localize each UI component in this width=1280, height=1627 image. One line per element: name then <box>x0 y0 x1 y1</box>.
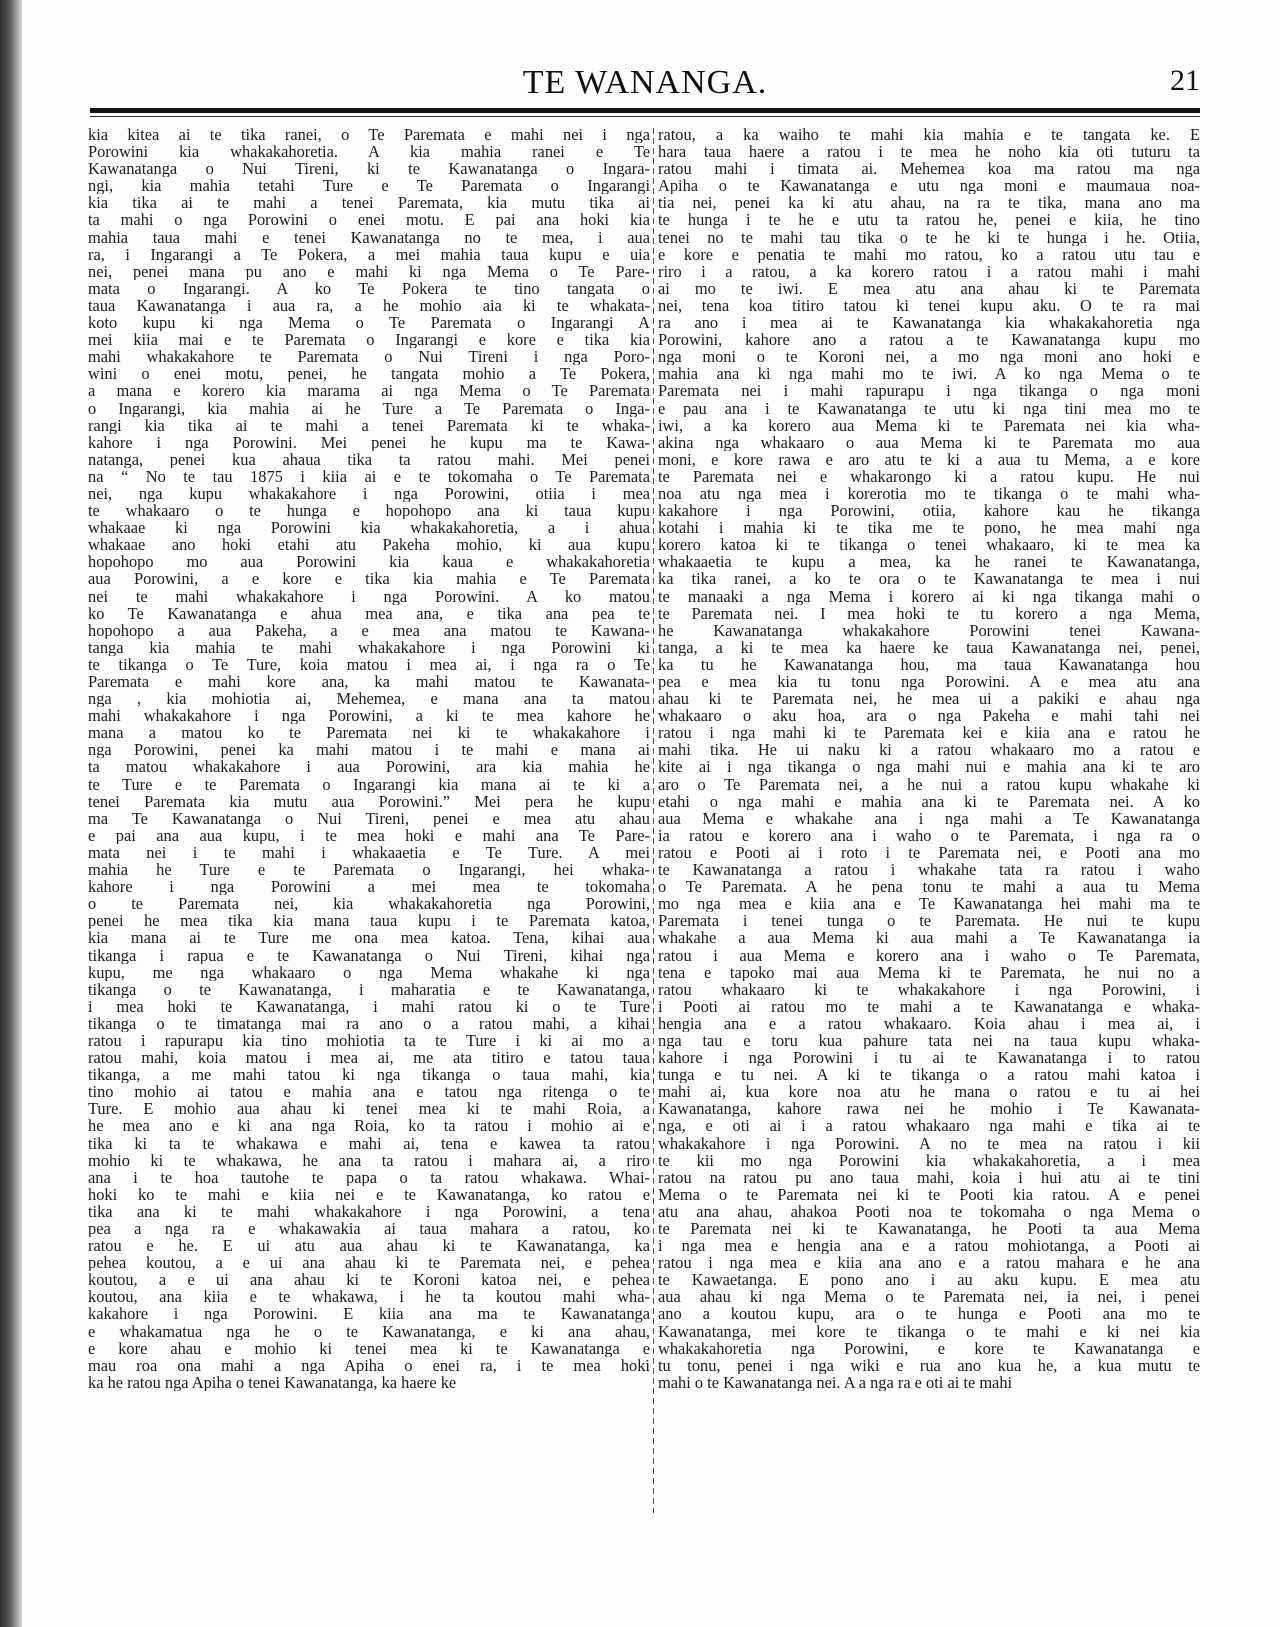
text-line: tikanga, a me mahi tatou ki nga tikanga o taua mahi, kia <box>88 1066 650 1084</box>
text-line: koto kupu ki nga Mema o Te Paremata o Ingarangi A <box>88 314 650 332</box>
text-line: kia mana ai te Ture me ona mea katoa. Tena, kihai aua <box>88 929 650 947</box>
text-line: kakahore i nga Porowini. E kiia ana ma te Kawanatanga <box>88 1305 650 1323</box>
text-line: tunga e tu nei. A ki te tikanga o a ratou mahi katoa i <box>658 1066 1200 1084</box>
text-line: taua Kawanatanga i aua ra, a he mohio aia ki te whakata- <box>88 296 650 315</box>
text-line: kupu, me nga whakaaro o nga Mema whakahe ki nga <box>88 963 650 981</box>
text-line: pehea koutou, a e ui ana ahau ki te Paremata nei, e pehea <box>88 1254 650 1272</box>
text-line: tino mohio ai tatou e mahia ana e tatou nga ritenga o te <box>88 1083 650 1101</box>
text-line: ratou i aua Mema e korero ana i waho o Te Paremata, <box>658 946 1200 964</box>
text-line: mahi tika. He ui naku ki a ratou whakaaro mo a ratou e <box>658 741 1200 759</box>
text-line: mahia he Ture e te Paremata o Ingarangi, hei whaka- <box>88 861 650 879</box>
text-line: mahi whakakahore te Paremata o Nui Tireni i nga Poro- <box>88 348 650 366</box>
text-line: Mema o te Paremata nei ki te Pooti kia ratou. A e penei <box>658 1185 1200 1203</box>
text-line: mei kiia mai e te Paremata o Ingarangi e kore e tika kia <box>88 331 650 349</box>
text-line: kia tika ai te mahi a tenei Paremata, kia mutu tika ai <box>88 194 650 212</box>
text-line: ra, i Ingarangi a Te Pokera, a mei mahia taua kupu e uia <box>88 245 650 263</box>
text-line: rangi kia tika ai te mahi a tenei Paremata ki te whaka- <box>88 416 650 434</box>
text-line: tanga kia mahia te mahi whakakahore i nga Porowini ki <box>88 638 650 656</box>
text-line: nga Porowini, penei ka mahi matou i te mahi e mana ai <box>88 741 650 759</box>
text-line: whakahe a aua Mema ki aua mahi a Te Kawanatanga ia <box>658 929 1200 947</box>
text-line: mahi whakakahore i nga Porowini, a ki te mea kahore he <box>88 707 650 725</box>
text-line: ka he ratou nga Apiha o tenei Kawanatanga, ka haere ke <box>88 1373 457 1391</box>
text-line: ko Te Kawanatanga e ahua mea ana, e tika ana pea te <box>88 604 650 622</box>
text-line: ratou na ratou pu ano taua mahi, koia i hui atu ai te tini <box>658 1168 1200 1186</box>
text-line: mo nga mea e kiia ana e Te Kawanatanga hei mahi ma te <box>658 895 1200 913</box>
text-line: te Kawaetanga. E pono ano i au aku kupu. E mea atu <box>658 1271 1200 1289</box>
text-line: koutou, a e ui ana ahau ki te Koroni katoa nei, e pehea <box>88 1271 650 1289</box>
text-line: ratou mahi i timata ai. Mehemea koa ma ratou ma nga <box>658 160 1200 178</box>
masthead-title: TE WANANGA. <box>522 64 768 101</box>
text-line: hoki ko te mahi e kiia nei e te Kawanatanga, ko ratou e <box>88 1185 650 1203</box>
text-line: tia nei, penei ka ki atu ahau, na ra te tika, mana ano ma <box>658 194 1200 212</box>
text-line: korero katoa ki te tikanga o tenei whakaaro, ki te mea ka <box>658 536 1200 554</box>
text-line: tenei no te mahi tau tika o te he ki te hunga i he. Otiia, <box>658 228 1200 246</box>
text-line: penei he mea tika kia mana taua kupu i te Paremata katoa, <box>88 912 650 930</box>
text-line: i nga mea e hengia ana e a ratou mohiotanga, a Pooti ai <box>658 1237 1200 1255</box>
text-line: whakaaetia te kupu a mea, ka he ranei te Kawanatanga, <box>658 553 1200 571</box>
text-line: ratou e he. E ui atu aua ahau ki te Kawanatanga, ka <box>88 1237 650 1255</box>
text-line: Paremata i tenei tunga o te Paremata. He nui te kupu <box>658 912 1200 930</box>
text-line: whakaae ki nga Porowini kia whakakahoretia, a i ahua <box>88 519 650 537</box>
text-line: nei te mahi whakakahore i nga Porowini. A ko matou <box>88 587 650 605</box>
text-line: te manaaki a nga Mema i korero ai ki nga tikanga mahi o <box>658 587 1200 605</box>
text-line: nga , kia mohiotia ai, Mehemea, e mana ana ta matou <box>88 690 650 708</box>
text-line: te Kawanatanga a ratou i whakahe tata ra ratou i waho <box>658 861 1200 879</box>
text-line: e kore e penatia te mahi mo ratou, ko a ratou utu tau e <box>658 245 1200 263</box>
text-line: tenei Paremata kia mutu aua Porowini.” Mei pera he kupu <box>88 792 650 810</box>
text-line: te tikanga o Te Ture, koia matou i mea ai, i nga ra o Te <box>88 655 650 673</box>
text-line: nga, e oti ai i a ratou whakaaro nga mahi e tika ai te <box>658 1117 1200 1135</box>
text-line: whakaae ano hoki etahi atu Pakeha mohio, ki aua kupu <box>88 536 650 554</box>
text-line: ana i te hoa tautohe te papa o ta ratou whakawa. Whai- <box>88 1168 650 1186</box>
text-line: o Te Paremata. A he pena tonu te mahi a aua tu Mema <box>658 878 1200 896</box>
text-line: nei, nga kupu whakakahore i nga Porowini, otiia i mea <box>88 484 650 503</box>
text-line: e pau ana i te Kawanatanga te utu ki nga tini mea mo te <box>658 399 1200 417</box>
text-line: Kawanatanga, mei kore te tikanga o te mahi e ki nei kia <box>658 1322 1200 1340</box>
header-rule-thin <box>90 116 1200 117</box>
text-line: e pai ana aua kupu, i te mea hoki e mahi ana Te Pare- <box>88 826 650 844</box>
text-line: mahi ai, kua kore noa atu he mana o ratou e tu ai hei <box>658 1083 1200 1101</box>
text-line: moni, e kore rawa e aro atu te ki a aua tu Mema, a e kore <box>658 450 1200 468</box>
text-line: akina nga whakaaro o aua Mema ki te Paremata mo aua <box>658 433 1200 451</box>
text-line: te Paremata nei. I mea hoki te tu korero a nga Mema, <box>658 604 1200 622</box>
text-line: Paremata e mahi kore ana, ka mahi matou te Kawanata- <box>88 673 650 691</box>
text-line: mata o Ingarangi. A ko Te Pokera te tino tangata o <box>88 279 650 297</box>
text-line: tu tonu, penei i nga wiki e rua ano kua he, a kua mutu te <box>658 1356 1200 1374</box>
text-line: iwi, a ka korero aua Mema ki te Paremata nei kia wha- <box>658 416 1200 434</box>
text-line: tanga, a ki te mea ka haere ke taua Kawanatanga nei, penei, <box>658 638 1200 656</box>
text-line: hara taua haere a ratou i te mea he noho kia oti tuturu ta <box>658 143 1200 161</box>
text-line: te Ture e te Paremata o Ingarangi kia mana ai te ki a <box>88 775 650 793</box>
text-line: etahi o nga mahi e mahia ana ki te Paremata nei. A ko <box>658 792 1200 810</box>
text-line: ta mahi o nga Porowini o enei motu. E pai ana hoki kia <box>88 211 650 229</box>
text-line: ratou i nga mea e kiia ana ano e a ratou mahara e he ana <box>658 1254 1200 1272</box>
text-line: atu ana ahau, ahakoa Pooti noa te tokomaha o nga Mema o <box>658 1202 1200 1220</box>
text-line: i mea hoki te Kawanatanga, i mahi ratou ki o te Ture <box>88 997 650 1015</box>
text-line: he Kawanatanga whakakahore Porowini tenei Kawana- <box>658 621 1200 639</box>
text-line: Paremata nei i mahi rapurapu i nga tikanga o nga moni <box>658 382 1200 400</box>
text-line: ratou e Pooti ai i roto i te Paremata nei, e Pooti ana mo <box>658 843 1200 862</box>
text-line: ka tika ranei, a ko te ora o te Kawanatanga te mea i nui <box>658 570 1200 588</box>
text-line: whakaaro o aku hoa, ara o nga Pakeha e mahi tahi nei <box>658 707 1200 725</box>
text-line: Kawanatanga o Nui Tireni, ki te Kawanatanga o Ingara- <box>88 160 650 178</box>
text-line: riro i a ratou, a ka korero ratou i a ratou mahi i mahi <box>658 262 1200 280</box>
header-rule-thick <box>90 108 1200 113</box>
text-line: nga moni o te Koroni nei, a mo nga moni ano hoki e <box>658 348 1200 366</box>
text-line: tika ana ki te mahi whakakahore i nga Porowini, a tena <box>88 1202 650 1220</box>
text-line: tikanga o te timatanga mai ra ano o a ratou mahi, a kihai <box>88 1014 650 1032</box>
text-line: i Pooti ai ratou mo te mahi a te Kawanatanga e whaka- <box>658 997 1200 1015</box>
text-line: Porowini, kahore ano a ratou a te Kawanatanga kupu mo <box>658 331 1200 349</box>
text-line: mahia ana ki nga mahi mo te iwi. A ko nga Mema o te <box>658 365 1200 383</box>
text-line: tikanga i rapua e te Kawanatanga o Nui Tireni, kihai nga <box>88 946 650 964</box>
left-text-column <box>88 126 650 1391</box>
text-line: kia kitea ai te tika ranei, o Te Paremata e mahi nei i nga <box>88 126 650 144</box>
text-line: mahi o te Kawanatanga nei. A a nga ra e oti ai te mahi <box>658 1373 1013 1391</box>
text-line: o Ingarangi, kia mahia ai he Ture a Te Paremata o Inga- <box>88 399 650 417</box>
text-line: o te Paremata nei, kia whakakahoretia nga Porowini, <box>88 895 650 913</box>
text-line: ratou i rapurapu kia tino mohiotia ta te Ture i ki ai mo a <box>88 1031 650 1050</box>
text-line: ka tu he Kawanatanga hou, ma taua Kawanatanga hou <box>658 655 1200 673</box>
text-line: whakakahoretia nga Porowini, e kore te Kawanatanga e <box>658 1339 1200 1357</box>
right-text-column <box>658 126 1200 1391</box>
text-line: ia ratou e korero ana i waho o te Paremata, i nga ra o <box>658 826 1200 844</box>
text-line: pea a nga ra e whakawakia ai taua mahara a ratou, ko <box>88 1220 650 1238</box>
text-line: kite ai i nga tikanga o nga mahi nui e mahia ana ki te aro <box>658 758 1200 776</box>
text-line: hengia ana e a ratou whakaaro. Koia ahau i mea ai, i <box>658 1014 1200 1032</box>
text-line: mana a matou ko te Paremata nei ki te whakakahore i <box>88 724 650 742</box>
text-line: kahore i nga Porowini a mei mea te tokomaha <box>88 878 650 896</box>
text-line: mohio ki te whakawa, he ana ta ratou i mahara ai, a riro <box>88 1151 650 1169</box>
text-line: na “ No te tau 1875 i kiia ai e te tokomaha o Te Paremata <box>88 467 650 485</box>
text-line: Kawanatanga, kahore rawa nei he mohio i Te Kawanata- <box>658 1100 1200 1118</box>
text-line: ratou mahi, koia matou i mea ai, me ata titiro e tatou taua <box>88 1049 650 1067</box>
text-line: ahau ki te Paremata nei, he mea ui a pakiki e ahau nga <box>658 690 1200 708</box>
text-line: aro o Te Paremata nei, a he nui a ratou kupu whakahe ki <box>658 775 1200 793</box>
text-line: natanga, penei kua ahaua tika ta ratou mahi. Mei penei <box>88 450 650 468</box>
text-line: te kii mo nga Porowini kia whakakahoretia, a i mea <box>658 1151 1200 1169</box>
text-line: ra ano i mea ai te Kawanatanga kia whakakahoretia nga <box>658 314 1200 332</box>
text-line: hopohopo mo aua Porowini kia kaua e whakakahoretia <box>88 553 650 571</box>
text-line: kahore i nga Porowini i tu ai te Kawanatanga i to ratou <box>658 1049 1200 1067</box>
text-line: mau roa ona mahi a nga Apiha o enei ra, i te mea hoki <box>88 1356 650 1374</box>
text-line: mata nei i te mahi i whakaaetia e Te Ture. A mei <box>88 843 650 862</box>
text-line: te whakaaro o te hunga e hopohopo ana ki taua kupu <box>88 502 650 520</box>
text-line: kahore i nga Porowini. Mei penei he kupu ma te Kawa- <box>88 433 650 451</box>
text-line: Ture. E mohio aua ahau ki tenei mea ki te mahi Roia, a <box>88 1100 650 1118</box>
text-line: he mea ano e ki ana nga Roia, ko ta ratou i mohio ai e <box>88 1117 650 1135</box>
text-line: ratou i nga mahi ki te Paremata kei e kiia ana e ratou he <box>658 724 1200 742</box>
text-line: aua Mema e whakahe ana i nga mahi a Te Kawanatanga <box>658 809 1200 827</box>
page-number: 21 <box>1170 64 1200 97</box>
text-line: nei, tena koa titiro tatou ki tenei kupu aku. O te ra mai <box>658 296 1200 315</box>
text-line: ano a koutou kupu, ara o te hunga e Pooti ana mo te <box>658 1305 1200 1323</box>
text-line: nei, penei mana pu ano e mahi ki nga Mema o Te Pare- <box>88 262 650 280</box>
text-line: ratou whakaaro ki te whakakahore i nga Porowini, i <box>658 980 1200 998</box>
text-line: kotahi i mahia ki te tika me te pono, he mea mahi nga <box>658 519 1200 537</box>
text-line: te Paremata nei ki te Kawanatanga, he Pooti ta aua Mema <box>658 1220 1200 1238</box>
text-line: tika ki ta te whakawa e mahi ai, tena e kawea ta ratou <box>88 1134 650 1152</box>
text-line: tena e tapoko mai aua Mema ki te Paremata, he nui no a <box>658 963 1200 981</box>
text-line: ma Te Kawanatanga o Nui Tireni, penei e mea atu ahau <box>88 809 650 827</box>
text-line: ngi, kia mahia tetahi Ture e Te Paremata o Ingarangi <box>88 177 650 195</box>
text-line: e kore ahau e mohio ki tenei mea ki te Kawanatanga e <box>88 1339 650 1357</box>
text-line: Apiha o te Kawanatanga e utu nga moni e maumaua noa- <box>658 177 1200 195</box>
text-line: tikanga o te Kawanatanga, i maharatia e te Kawanatanga, <box>88 980 650 998</box>
text-line: noa atu nga mea i korerotia mo te tikanga o te mahi wha- <box>658 484 1200 503</box>
column-divider <box>653 128 654 1513</box>
text-line: aua Porowini, a e kore e tika kia mahia e Te Paremata <box>88 570 650 588</box>
scan-binding-edge <box>0 0 22 1627</box>
text-line: mahia taua mahi e tenei Kawanatanga no te mea, i aua <box>88 228 650 246</box>
text-line: a mana e korero kia marama ai nga Mema o Te Paremata <box>88 382 650 400</box>
page-header <box>90 58 1200 108</box>
text-line: Porowini kia whakakahoretia. A kia mahia ranei e Te <box>88 143 650 161</box>
text-line: te Paremata nei e whakarongo ki a ratou kupu. He nui <box>658 467 1200 485</box>
text-line: nga tau e toru kua pahure tata nei na taua kupu whaka- <box>658 1031 1200 1050</box>
text-line: e whakamatua nga he o te Kawanatanga, e ki ana ahau, <box>88 1322 650 1340</box>
text-line: wini o enei motu, penei, he tangata mohio a Te Pokera, <box>88 365 650 383</box>
text-line: koutou, ana kiia e te whakawa, i he ta koutou mahi wha- <box>88 1288 650 1306</box>
text-line: aua ahau ki nga Mema o te Paremata nei, ia nei, i penei <box>658 1288 1200 1306</box>
text-line: te hunga i te he e utu ta ratou he, penei e kiia, he tino <box>658 211 1200 229</box>
text-line: whakakahore i nga Porowini. A no te mea na ratou i kii <box>658 1134 1200 1152</box>
text-line: ta matou whakakahore i aua Porowini, ara kia mahia he <box>88 758 650 776</box>
text-line: kakahore i nga Porowini, otiia, kahore kau he tikanga <box>658 502 1200 520</box>
text-line: ratou, a ka waiho te mahi kia mahia e te tangata ke. E <box>658 126 1200 144</box>
text-line: hopohopo a aua Pakeha, a e mea ana matou te Kawana- <box>88 621 650 639</box>
text-line: ai mo te iwi. E mea atu ana ahau ki te Paremata <box>658 279 1200 297</box>
text-line: pea e mea kia tu tonu nga Porowini. A e mea atu ana <box>658 673 1200 691</box>
